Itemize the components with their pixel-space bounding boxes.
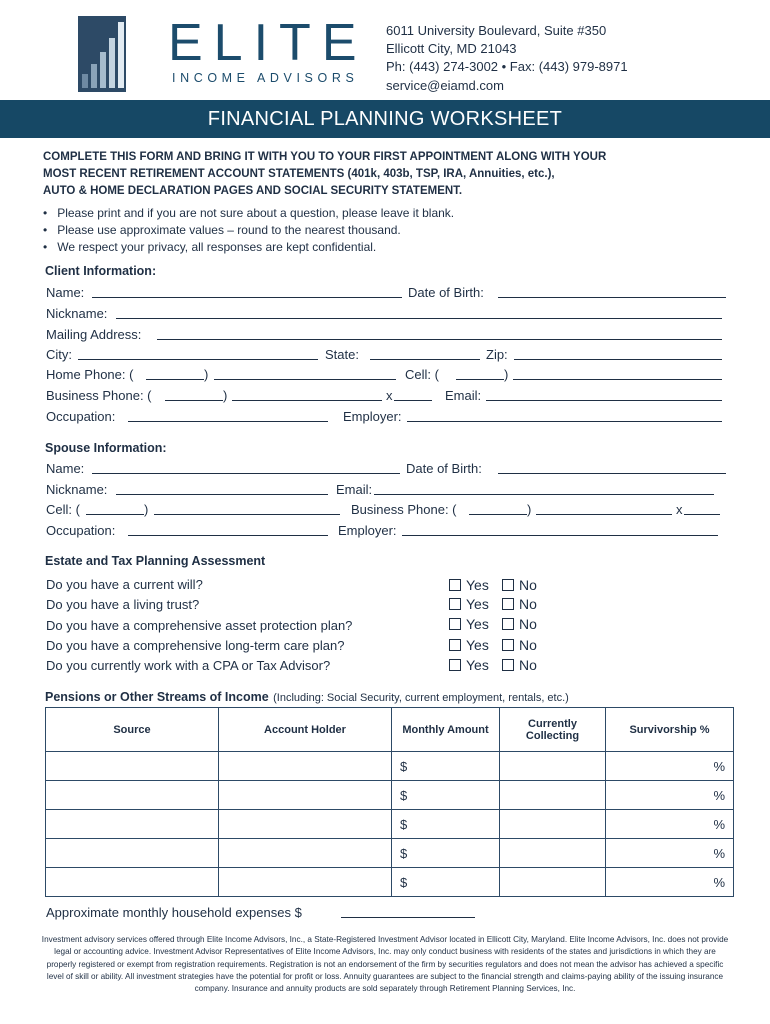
expenses-field[interactable] xyxy=(341,917,475,918)
client-cell-area-field[interactable] xyxy=(456,379,504,380)
monthly-amount-cell[interactable]: $ xyxy=(392,752,500,781)
spouse-business-phone-label: Business Phone: ( xyxy=(351,502,457,517)
source-cell[interactable] xyxy=(46,752,219,781)
logo-wordmark: ELITE xyxy=(168,14,368,72)
account-holder-cell[interactable] xyxy=(219,752,392,781)
client-business-phone-field[interactable] xyxy=(232,400,382,401)
pensions-heading-row xyxy=(45,688,569,706)
client-name-field[interactable] xyxy=(92,297,402,298)
checkbox-icon xyxy=(449,618,461,630)
estate-question: Do you have a comprehensive long-term care plan? xyxy=(46,638,345,653)
paren-close: ) xyxy=(527,502,532,517)
client-home-phone-field[interactable] xyxy=(214,379,396,380)
checkbox-icon xyxy=(449,579,461,591)
table-row xyxy=(46,781,734,810)
bullet-text: Please use approximate values – round to the nearest thousand. xyxy=(57,223,401,237)
client-city-label: City: xyxy=(46,347,72,362)
client-home-area-field[interactable] xyxy=(146,379,204,380)
source-cell[interactable] xyxy=(46,868,219,897)
bullet-item: • Please print and if you are not sure about a question, please leave it blank. xyxy=(43,206,455,220)
no-label: No xyxy=(519,577,537,593)
col-source: Source xyxy=(46,708,219,752)
table-row xyxy=(46,810,734,839)
spouse-cell-area-field[interactable] xyxy=(86,514,144,515)
survivorship-cell[interactable]: % xyxy=(606,781,734,810)
client-state-label: State: xyxy=(325,347,359,362)
bullet-text: We respect your privacy, all responses are kept confidential. xyxy=(57,240,377,254)
bullet-text: Please print and if you are not sure about a question, please leave it blank. xyxy=(57,206,455,220)
intro-line-3: AUTO & HOME DECLARATION PAGES AND SOCIAL SECURITY STATEMENT. xyxy=(43,185,463,197)
monthly-amount-cell[interactable]: $ xyxy=(392,868,500,897)
estate-question: Do you have a living trust? xyxy=(46,597,200,612)
no-checkbox[interactable] xyxy=(502,616,537,632)
pensions-heading: Pensions or Other Streams of Income xyxy=(45,690,269,704)
yes-checkbox[interactable] xyxy=(449,577,489,593)
client-occupation-label: Occupation: xyxy=(46,409,116,424)
client-section-heading: Client Information: xyxy=(45,264,157,278)
paren-close: ) xyxy=(144,502,149,517)
spouse-nickname-field[interactable] xyxy=(116,494,328,495)
client-business-phone-label: Business Phone: ( xyxy=(46,388,152,403)
account-holder-cell[interactable] xyxy=(219,839,392,868)
client-employer-label: Employer: xyxy=(343,409,402,424)
client-state-field[interactable] xyxy=(370,359,480,360)
client-ext-label: x xyxy=(386,388,393,403)
spouse-dob-field[interactable] xyxy=(498,473,726,474)
spouse-name-label: Name: xyxy=(46,461,85,476)
checkbox-icon xyxy=(449,598,461,610)
client-city-field[interactable] xyxy=(78,359,318,360)
collecting-cell[interactable] xyxy=(500,839,606,868)
yes-checkbox[interactable] xyxy=(449,637,489,653)
client-cell-label: Cell: ( xyxy=(405,367,439,382)
survivorship-cell[interactable]: % xyxy=(606,868,734,897)
client-dob-field[interactable] xyxy=(498,297,726,298)
yes-checkbox[interactable] xyxy=(449,657,489,673)
estate-question: Do you have a comprehensive asset protection plan? xyxy=(46,618,353,633)
collecting-cell[interactable] xyxy=(500,752,606,781)
intro-line-1: COMPLETE THIS FORM AND BRING IT WITH YOU TO YOUR FIRST APPOINTMENT ALONG WITH YOUR xyxy=(43,151,607,163)
no-label: No xyxy=(519,596,537,612)
spouse-cell-field[interactable] xyxy=(154,514,340,515)
paren-close: ) xyxy=(204,367,209,382)
income-table xyxy=(45,707,734,897)
logo-mark xyxy=(78,16,126,92)
client-mailing-field[interactable] xyxy=(157,339,722,340)
checkbox-icon xyxy=(502,639,514,651)
checkbox-icon xyxy=(502,618,514,630)
no-label: No xyxy=(519,657,537,673)
spouse-name-field[interactable] xyxy=(92,473,400,474)
bullet-item: • Please use approximate values – round to the nearest thousand. xyxy=(43,223,401,237)
client-zip-label: Zip: xyxy=(486,347,508,362)
account-holder-cell[interactable] xyxy=(219,810,392,839)
table-row xyxy=(46,752,734,781)
expenses-label: Approximate monthly household expenses $ xyxy=(46,905,302,920)
estate-question: Do you have a current will? xyxy=(46,577,203,592)
client-ext-field[interactable] xyxy=(394,400,432,401)
paren-close: ) xyxy=(504,367,509,382)
no-label: No xyxy=(519,637,537,653)
email-link[interactable]: service@eiamd.com xyxy=(386,78,504,93)
table-row xyxy=(46,839,734,868)
yes-label: Yes xyxy=(466,657,489,673)
address-line-2: Ellicott City, MD 21043 xyxy=(386,41,517,56)
client-email-label: Email: xyxy=(445,388,482,403)
checkbox-icon xyxy=(502,659,514,671)
spouse-ext-field[interactable] xyxy=(684,514,720,515)
client-business-area-field[interactable] xyxy=(165,400,223,401)
checkbox-icon xyxy=(502,579,514,591)
monthly-amount-cell[interactable]: $ xyxy=(392,810,500,839)
client-home-phone-label: Home Phone: ( xyxy=(46,367,134,382)
client-cell-field[interactable] xyxy=(513,379,722,380)
bullet-item: • We respect your privacy, all responses are kept confidential. xyxy=(43,240,377,254)
no-checkbox[interactable] xyxy=(502,596,537,612)
spouse-dob-label: Date of Birth: xyxy=(406,461,482,476)
account-holder-cell[interactable] xyxy=(219,781,392,810)
intro-line-2: MOST RECENT RETIREMENT ACCOUNT STATEMENTS (401k, 403b, TSP, IRA, Annuities, etc.), xyxy=(43,168,555,180)
survivorship-cell[interactable]: % xyxy=(606,810,734,839)
spouse-email-label: Email: xyxy=(336,482,373,497)
yes-checkbox[interactable] xyxy=(449,616,489,632)
client-mailing-label: Mailing Address: xyxy=(46,327,142,342)
spouse-cell-label: Cell: ( xyxy=(46,502,80,517)
logo-tagline: INCOME ADVISORS xyxy=(172,71,359,85)
client-email-field[interactable] xyxy=(486,400,722,401)
yes-checkbox[interactable] xyxy=(449,596,489,612)
monthly-amount-cell[interactable]: $ xyxy=(392,839,500,868)
spouse-nickname-label: Nickname: xyxy=(46,482,108,497)
spouse-occupation-label: Occupation: xyxy=(46,523,116,538)
client-occupation-field[interactable] xyxy=(128,421,328,422)
spouse-employer-label: Employer: xyxy=(338,523,397,538)
spouse-occupation-field[interactable] xyxy=(128,535,328,536)
collecting-cell[interactable] xyxy=(500,868,606,897)
yes-label: Yes xyxy=(466,616,489,632)
no-checkbox[interactable] xyxy=(502,657,537,673)
client-name-label: Name: xyxy=(46,285,85,300)
yes-label: Yes xyxy=(466,596,489,612)
paren-close: ) xyxy=(223,388,228,403)
yes-label: Yes xyxy=(466,637,489,653)
checkbox-icon xyxy=(502,598,514,610)
collecting-cell[interactable] xyxy=(500,810,606,839)
checkbox-icon xyxy=(449,639,461,651)
col-account-holder: Account Holder xyxy=(219,708,392,752)
page-title: FINANCIAL PLANNING WORKSHEET xyxy=(207,108,563,130)
pensions-subheading: (Including: Social Security, current employment, rentals, etc.) xyxy=(273,692,569,704)
client-nickname-label: Nickname: xyxy=(46,306,108,321)
col-monthly-amount: Monthly Amount xyxy=(392,708,500,752)
no-label: No xyxy=(519,616,537,632)
spouse-employer-field[interactable] xyxy=(402,535,718,536)
survivorship-cell[interactable]: % xyxy=(606,839,734,868)
disclaimer: Investment advisory services offered through Elite Income Advisors, Inc., a State-Registered Investment Advisor located in Ellicott City, Maryland. Elite Income Advisors, Inc. does not provide legal or accounting advice. Investment Advisor Representatives of Elite Income Advisors, Inc. may only conduct business with residents of the states and jurisdictions in which they are properly registered or exempt from registration requirements. Registration is not an endorsement of the firm by securities regulators and does not mean the advisor has achieved a specific level of skill or ability. All investment strategies have the potential for profit or loss. Annuity guarantees are subject to the financial strength and claims-paying ability of the issuing insurance company. Insurance and annuity products are sold separately through Retirement Planning Services, Inc. xyxy=(41,935,729,994)
client-dob-label: Date of Birth: xyxy=(408,285,484,300)
collecting-cell[interactable] xyxy=(500,781,606,810)
source-cell[interactable] xyxy=(46,781,219,810)
address-line-1: 6011 University Boulevard, Suite #350 xyxy=(386,23,607,38)
checkbox-icon xyxy=(449,659,461,671)
survivorship-cell[interactable]: % xyxy=(606,752,734,781)
monthly-amount-cell[interactable]: $ xyxy=(392,781,500,810)
col-currently-collecting: Currently Collecting xyxy=(500,708,606,752)
table-row xyxy=(46,868,734,897)
col-survivorship: Survivorship % xyxy=(606,708,734,752)
bar-chart-icon xyxy=(78,16,126,92)
client-nickname-field[interactable] xyxy=(116,318,722,319)
source-cell[interactable] xyxy=(46,810,219,839)
estate-question: Do you currently work with a CPA or Tax Advisor? xyxy=(46,658,331,673)
spouse-email-field[interactable] xyxy=(374,494,714,495)
account-holder-cell[interactable] xyxy=(219,868,392,897)
source-cell[interactable] xyxy=(46,839,219,868)
spouse-business-phone-field[interactable] xyxy=(536,514,672,515)
spouse-business-area-field[interactable] xyxy=(469,514,527,515)
client-zip-field[interactable] xyxy=(514,359,722,360)
no-checkbox[interactable] xyxy=(502,637,537,653)
table-header-row xyxy=(46,708,734,752)
client-employer-field[interactable] xyxy=(407,421,722,422)
no-checkbox[interactable] xyxy=(502,577,537,593)
phone-fax-line: Ph: (443) 274-3002 • Fax: (443) 979-8971 xyxy=(386,59,628,74)
spouse-ext-label: x xyxy=(676,502,683,517)
spouse-section-heading: Spouse Information: xyxy=(45,441,167,455)
yes-label: Yes xyxy=(466,577,489,593)
estate-section-heading: Estate and Tax Planning Assessment xyxy=(45,554,266,568)
